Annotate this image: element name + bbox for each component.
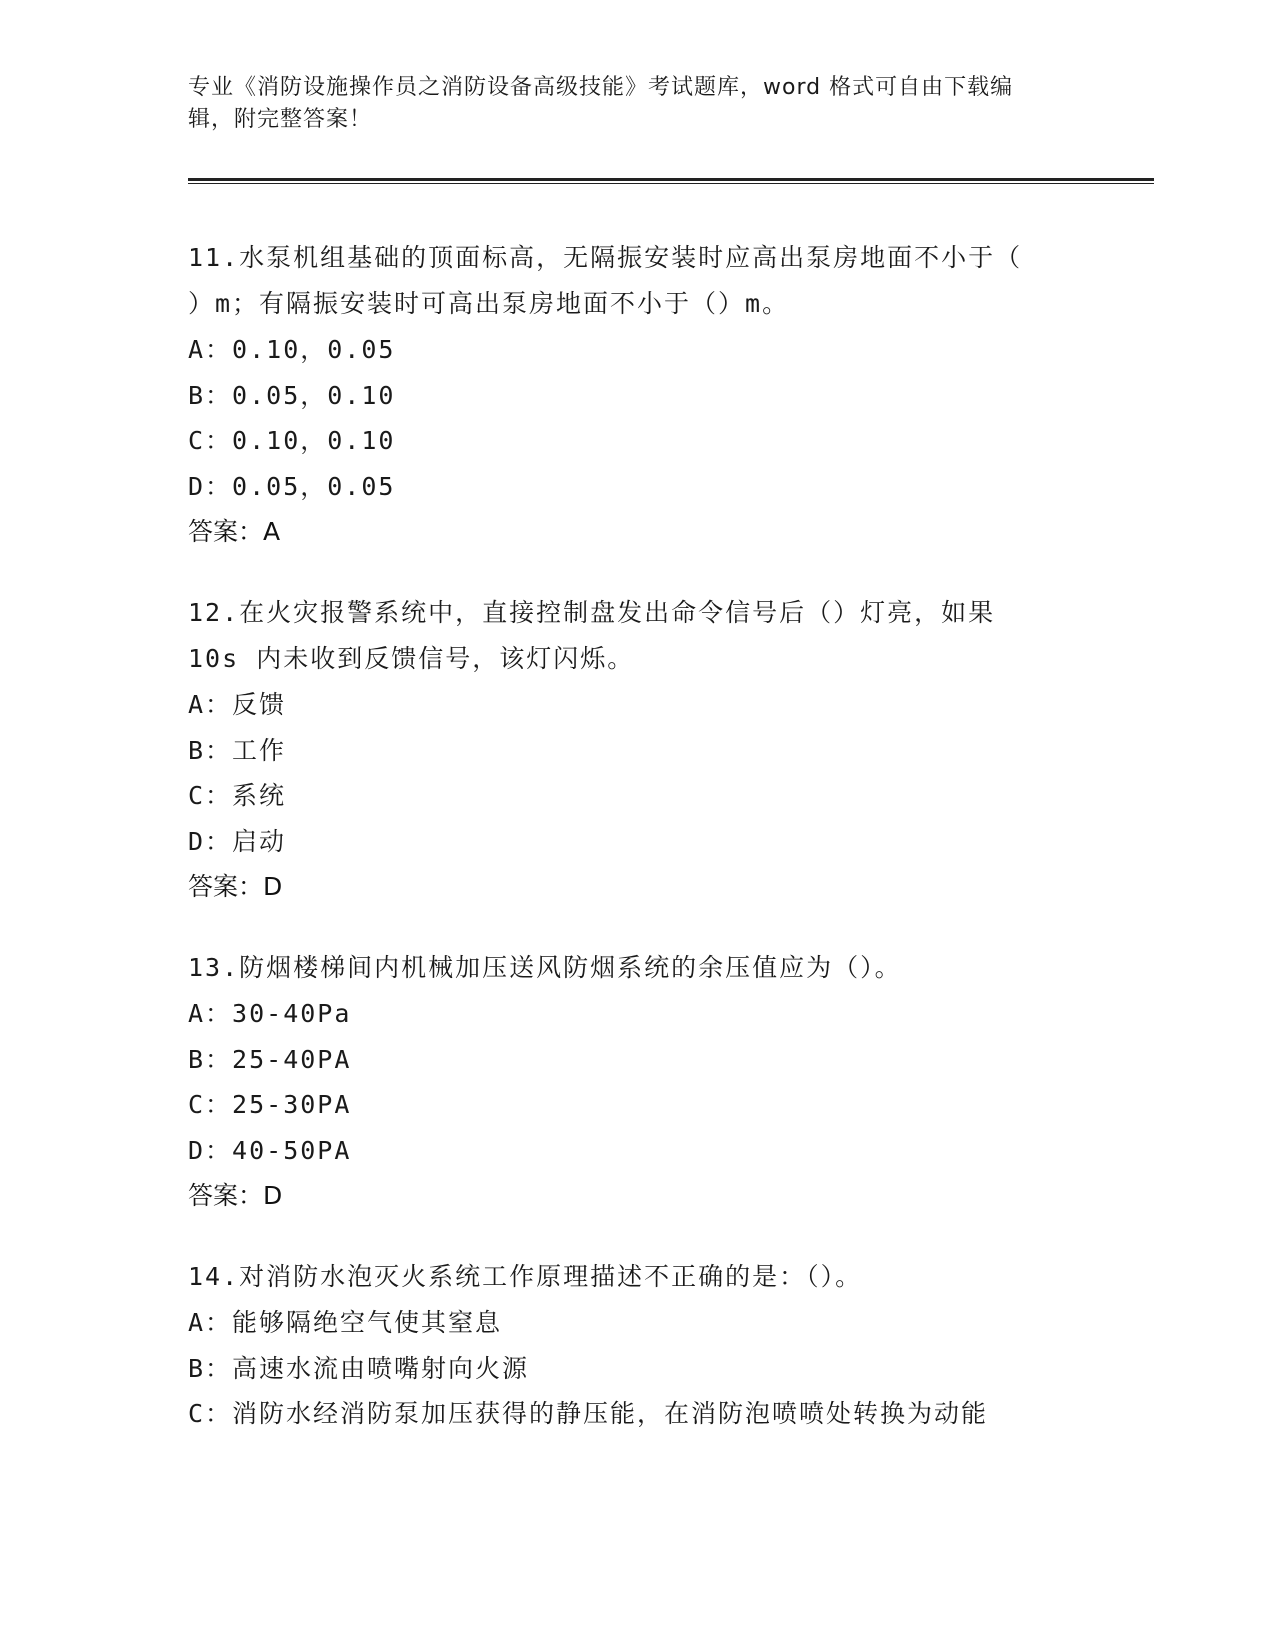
question-list bbox=[188, 235, 1088, 1473]
header-divider-thin bbox=[188, 183, 1154, 184]
header-line-1: 专业《消防设施操作员之消防设备高级技能》考试题库，word 格式可自由下载编 bbox=[188, 75, 1014, 100]
question-text-line-1: 13.防烟楼梯间内机械加压送风防烟系统的余压值应为（）。 bbox=[188, 953, 902, 982]
question-13 bbox=[188, 945, 1088, 1218]
question-text-line-2: 10s 内未收到反馈信号，该灯闪烁。 bbox=[188, 644, 635, 673]
answer: 答案：D bbox=[188, 872, 283, 901]
option-a: A：能够隔绝空气使其窒息 bbox=[188, 1308, 503, 1337]
question-11 bbox=[188, 235, 1088, 554]
option-a: A：反馈 bbox=[188, 690, 287, 719]
question-text-line-2: ）m；有隔振安装时可高出泵房地面不小于（）m。 bbox=[188, 289, 790, 318]
option-b: B：高速水流由喷嘴射向火源 bbox=[188, 1353, 530, 1383]
answer: 答案：D bbox=[188, 1181, 283, 1210]
option-a: A：30-40Pa bbox=[188, 999, 352, 1028]
option-d: D：启动 bbox=[188, 826, 287, 856]
question-12 bbox=[188, 590, 1088, 909]
option-c: C：25-30PA bbox=[188, 1090, 352, 1119]
answer: 答案：A bbox=[188, 517, 281, 546]
question-text-line-1: 14.对消防水泡灭火系统工作原理描述不正确的是：（）。 bbox=[188, 1262, 863, 1291]
question-text-line-1: 11.水泵机组基础的顶面标高，无隔振安装时应高出泵房地面不小于（ bbox=[188, 243, 1023, 272]
header-line-2: 辑，附完整答案！ bbox=[188, 107, 373, 132]
option-c: C：系统 bbox=[188, 781, 287, 810]
option-d: D：40-50PA bbox=[188, 1135, 352, 1165]
document-header bbox=[188, 72, 1088, 136]
question-text-line-1: 12.在火灾报警系统中，直接控制盘发出命令信号后（）灯亮，如果 bbox=[188, 598, 996, 627]
option-c: C：0.10，0.10 bbox=[188, 426, 396, 455]
option-a: A：0.10，0.05 bbox=[188, 335, 396, 364]
option-b: B：25-40PA bbox=[188, 1044, 352, 1074]
option-d: D：0.05，0.05 bbox=[188, 471, 396, 501]
option-b: B：0.05，0.10 bbox=[188, 380, 396, 410]
header-divider-thick bbox=[188, 178, 1154, 181]
option-b: B：工作 bbox=[188, 735, 287, 765]
question-14 bbox=[188, 1254, 1088, 1437]
option-c: C：消防水经消防泵加压获得的静压能，在消防泡喷喷处转换为动能 bbox=[188, 1399, 989, 1428]
